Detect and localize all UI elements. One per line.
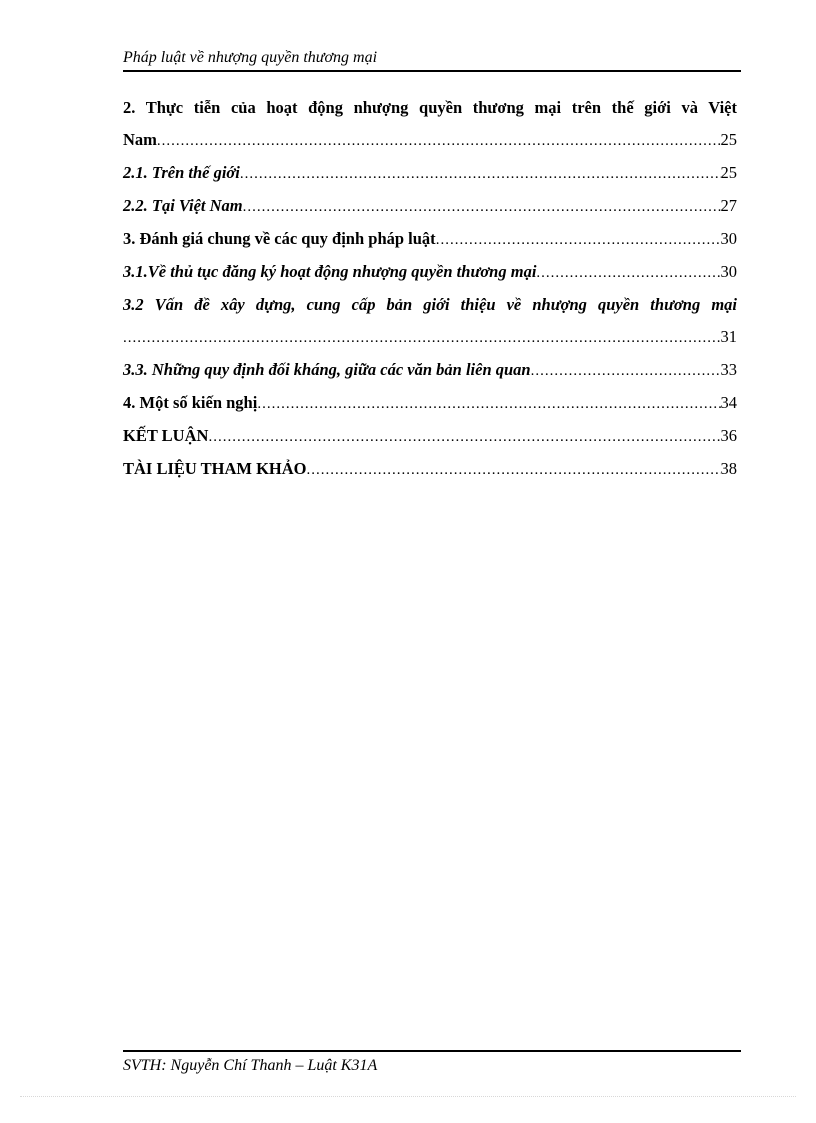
- page-edge-guide: [20, 1096, 796, 1097]
- toc-entry-3-3[interactable]: [123, 354, 737, 387]
- toc-leader-dots: [257, 388, 720, 420]
- toc-entry-2-2[interactable]: [123, 190, 737, 223]
- toc-leader-dots: [436, 224, 721, 256]
- toc-entry-conclusion[interactable]: [123, 420, 737, 453]
- page-header: [123, 48, 741, 72]
- table-of-contents: [123, 92, 737, 486]
- toc-entry-label: 2.2. Tại Việt Nam: [123, 196, 243, 215]
- toc-entry-label: 2.1. Trên thế giới: [123, 163, 240, 182]
- toc-entry-references[interactable]: [123, 453, 737, 486]
- toc-leader-dots: [536, 257, 720, 289]
- toc-entry-label-line1: 2. Thực tiễn của hoạt động nhượng quyền thương mại trên thế giới và Việt: [123, 98, 737, 117]
- toc-page-number: 30: [720, 262, 737, 281]
- toc-entry-label-line1: 3.2 Vấn đề xây dựng, cung cấp bản giới thiệu về nhượng quyền thương mại: [123, 295, 737, 314]
- toc-entry-label: 3. Đánh giá chung về các quy định pháp luật: [123, 229, 436, 248]
- toc-entry-label: 4. Một số kiến nghị: [123, 393, 258, 412]
- toc-leader-dots: [307, 454, 721, 486]
- toc-page-number: 25: [720, 130, 737, 149]
- toc-entry-2[interactable]: [123, 92, 737, 157]
- toc-entry-label-line2: Nam: [123, 130, 157, 149]
- toc-leader-dots: [531, 355, 721, 387]
- toc-leader-dots: [243, 191, 721, 223]
- toc-leader-dots: [208, 421, 720, 453]
- toc-page-number: 30: [720, 229, 737, 248]
- toc-page-number: 31: [720, 327, 737, 346]
- footer-author: SVTH: Nguyễn Chí Thanh – Luật K31A: [123, 1057, 378, 1074]
- toc-entry-3-2[interactable]: [123, 289, 737, 354]
- toc-leader-dots: [123, 322, 721, 354]
- toc-entry-4[interactable]: [123, 387, 737, 420]
- toc-page-number: 36: [720, 426, 737, 445]
- toc-entry-2-1[interactable]: [123, 157, 737, 190]
- page-footer: [123, 1050, 741, 1076]
- toc-entry-label: 3.1.Về thủ tục đăng ký hoạt động nhượng quyền thương mại: [123, 262, 537, 281]
- toc-entry-3[interactable]: [123, 223, 737, 256]
- toc-leader-dots: [240, 158, 721, 190]
- header-title: Pháp luật về nhượng quyền thương mại: [123, 49, 378, 66]
- toc-page-number: 27: [720, 196, 737, 215]
- toc-entry-label: KẾT LUẬN: [123, 426, 209, 445]
- toc-page-number: 34: [720, 393, 737, 412]
- toc-entry-3-1[interactable]: [123, 256, 737, 289]
- toc-entry-label: TÀI LIỆU THAM KHẢO: [123, 459, 307, 478]
- toc-entry-label: 3.3. Những quy định đối kháng, giữa các văn bản liên quan: [123, 360, 531, 379]
- toc-page-number: 38: [720, 459, 737, 478]
- toc-leader-dots: [157, 125, 721, 157]
- toc-page-number: 25: [720, 163, 737, 182]
- toc-page-number: 33: [720, 360, 737, 379]
